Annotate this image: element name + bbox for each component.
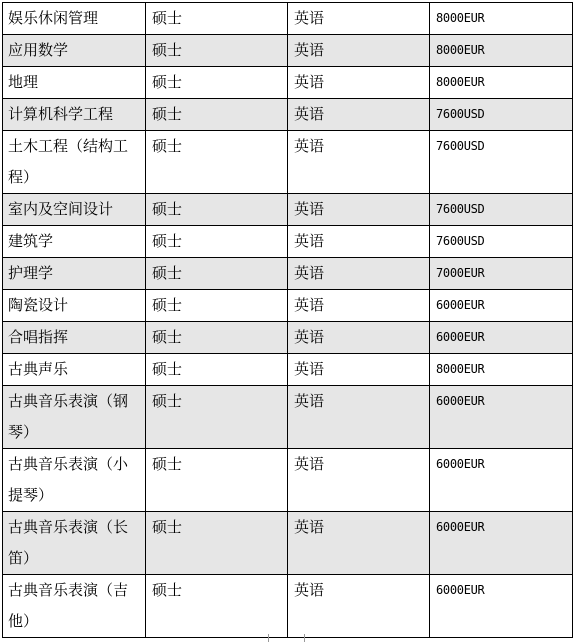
language-cell: 英语	[288, 99, 430, 131]
degree-cell: 硕士	[146, 512, 288, 575]
table-row	[3, 386, 573, 449]
program-name-cell: 古典音乐表演（小提琴）	[3, 449, 146, 512]
program-name-cell: 室内及空间设计	[3, 194, 146, 226]
program-name-cell: 土木工程（结构工程）	[3, 131, 146, 194]
table-row	[3, 226, 573, 258]
degree-cell: 硕士	[146, 575, 288, 638]
tuition-fee-cell: 6000EUR	[430, 575, 573, 638]
degree-cell: 硕士	[146, 354, 288, 386]
program-name-cell: 古典声乐	[3, 354, 146, 386]
table-row	[3, 354, 573, 386]
language-cell: 英语	[288, 575, 430, 638]
language-cell: 英语	[288, 512, 430, 575]
table-row	[3, 449, 573, 512]
table-row	[3, 35, 573, 67]
tuition-fee-cell: 6000EUR	[430, 386, 573, 449]
language-cell: 英语	[288, 258, 430, 290]
table-row	[3, 194, 573, 226]
language-cell: 英语	[288, 194, 430, 226]
tuition-fee-cell: 6000EUR	[430, 512, 573, 575]
program-name-cell: 古典音乐表演（吉他）	[3, 575, 146, 638]
program-name-cell: 古典音乐表演（长笛）	[3, 512, 146, 575]
table-row	[3, 290, 573, 322]
program-name-cell: 古典音乐表演（钢琴）	[3, 386, 146, 449]
program-name-cell: 陶瓷设计	[3, 290, 146, 322]
degree-cell: 硕士	[146, 386, 288, 449]
degree-cell: 硕士	[146, 290, 288, 322]
tuition-fee-cell: 8000EUR	[430, 3, 573, 35]
language-cell: 英语	[288, 386, 430, 449]
tuition-fee-cell: 8000EUR	[430, 67, 573, 99]
language-cell: 英语	[288, 449, 430, 512]
program-name-cell: 应用数学	[3, 35, 146, 67]
tuition-fee-cell: 6000EUR	[430, 449, 573, 512]
table-row	[3, 575, 573, 638]
language-cell: 英语	[288, 35, 430, 67]
tuition-fee-cell: 7600USD	[430, 99, 573, 131]
page-break-mark-right	[304, 634, 305, 642]
program-table	[2, 2, 573, 638]
page-break-mark-left	[268, 634, 269, 642]
program-name-cell: 护理学	[3, 258, 146, 290]
language-cell: 英语	[288, 354, 430, 386]
tuition-fee-cell: 7000EUR	[430, 258, 573, 290]
table-row	[3, 322, 573, 354]
degree-cell: 硕士	[146, 99, 288, 131]
degree-cell: 硕士	[146, 3, 288, 35]
program-name-cell: 合唱指挥	[3, 322, 146, 354]
program-name-cell: 娱乐休闲管理	[3, 3, 146, 35]
table-row	[3, 3, 573, 35]
program-name-cell: 地理	[3, 67, 146, 99]
degree-cell: 硕士	[146, 226, 288, 258]
program-table-body	[3, 3, 573, 638]
language-cell: 英语	[288, 3, 430, 35]
language-cell: 英语	[288, 290, 430, 322]
tuition-fee-cell: 6000EUR	[430, 322, 573, 354]
tuition-fee-cell: 7600USD	[430, 226, 573, 258]
degree-cell: 硕士	[146, 194, 288, 226]
degree-cell: 硕士	[146, 258, 288, 290]
language-cell: 英语	[288, 67, 430, 99]
degree-cell: 硕士	[146, 131, 288, 194]
tuition-fee-cell: 7600USD	[430, 194, 573, 226]
tuition-fee-cell: 7600USD	[430, 131, 573, 194]
table-row	[3, 131, 573, 194]
table-row	[3, 67, 573, 99]
program-name-cell: 建筑学	[3, 226, 146, 258]
table-row	[3, 512, 573, 575]
degree-cell: 硕士	[146, 322, 288, 354]
degree-cell: 硕士	[146, 67, 288, 99]
degree-cell: 硕士	[146, 35, 288, 67]
tuition-fee-cell: 8000EUR	[430, 35, 573, 67]
tuition-fee-cell: 8000EUR	[430, 354, 573, 386]
degree-cell: 硕士	[146, 449, 288, 512]
table-row	[3, 258, 573, 290]
language-cell: 英语	[288, 131, 430, 194]
table-row	[3, 99, 573, 131]
tuition-fee-cell: 6000EUR	[430, 290, 573, 322]
language-cell: 英语	[288, 226, 430, 258]
program-name-cell: 计算机科学工程	[3, 99, 146, 131]
language-cell: 英语	[288, 322, 430, 354]
